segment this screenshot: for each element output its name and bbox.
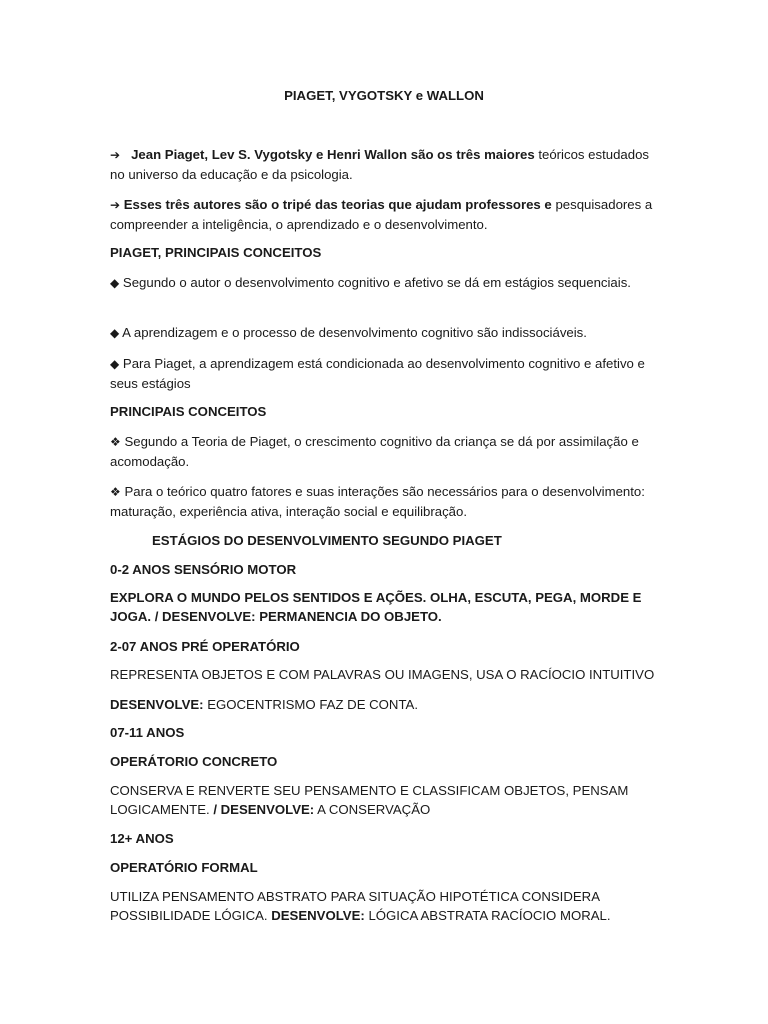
list-item-text: A aprendizagem e o processo de desenvolvimento cognitivo são indissociáveis. — [122, 325, 587, 340]
stage-1-label: 0-2 ANOS SENSÓRIO MOTOR — [110, 562, 297, 577]
intro-paragraph-2 — [110, 195, 658, 234]
list-item — [110, 482, 658, 521]
stage-3-text — [110, 781, 658, 819]
develops-text: A CONSERVAÇÃO — [314, 802, 431, 817]
arrow-bullet-icon: ➔ — [110, 148, 121, 162]
stage-1-text: EXPLORA O MUNDO PELOS SENTIDOS E AÇÕES. OLHA, ESCUTA, PEGA, MORDE E JOGA. / DESENVOLVE: PERMANENCIA DO OBJETO. — [110, 590, 642, 624]
list-item-text: Segundo a Teoria de Piaget, o crescimento cognitivo da criança se dá por assimilação e acomodação. — [110, 434, 639, 469]
stage-3-description: CONSERVA E RENVERTE SEU PENSAMENTO E CLASSIFICAM OBJETOS, PENSAM LOGICAMENTE. — [110, 783, 629, 817]
stage-2-label: 2-07 ANOS PRÉ OPERATÓRIO — [110, 639, 300, 654]
list-item-text: Para o teórico quatro fatores e suas interações são necessários para o desenvolvimento: maturação, experiência ativa, interação social e equilibração. — [110, 484, 645, 519]
intro-2-text: pesquisadores a compreender a inteligência, o aprendizado e o desenvolvimento. — [110, 197, 653, 232]
arrow-bullet-icon: ➔ — [110, 198, 121, 212]
diamond-bullet-icon: ◆ — [110, 276, 120, 290]
intro-2-bold: Esses três autores são o tripé das teorias que ajudam professores e — [123, 197, 552, 212]
develops-label: DESENVOLVE: — [267, 908, 365, 923]
develops-text: LÓGICA ABSTRATA RACÍOCIO MORAL. — [364, 908, 611, 923]
stage-3-label: OPERÁTORIO CONCRETO — [110, 754, 278, 769]
stage-4-text — [110, 887, 658, 925]
develops-label: / DESENVOLVE: — [209, 802, 315, 817]
stage-4-label: OPERATÓRIO FORMAL — [110, 860, 258, 875]
stages-heading: ESTÁGIOS DO DESENVOLVIMENTO SEGUNDO PIAGET — [152, 533, 502, 548]
section-heading-piaget: PIAGET, PRINCIPAIS CONCEITOS — [110, 245, 322, 260]
list-item — [110, 354, 658, 393]
diamond-bullet-icon: ◆ — [110, 357, 120, 371]
list-item — [110, 273, 658, 293]
intro-1-bold: Jean Piaget, Lev S. Vygotsky e Henri Wallon são os três maiores — [131, 147, 535, 162]
stage-2-text: REPRESENTA OBJETOS E COM PALAVRAS OU IMAGENS, USA O RACÍOCIO INTUITIVO — [110, 667, 655, 682]
intro-1-text: teóricos estudados no universo da educação e da psicologia. — [110, 147, 650, 182]
list-item-text: Segundo o autor o desenvolvimento cognitivo e afetivo se dá em estágios sequenciais. — [122, 275, 631, 290]
list-item — [110, 323, 658, 343]
stage-4-description: UTILIZA PENSAMENTO ABSTRATO PARA SITUAÇÃO HIPOTÉTICA CONSIDERA POSSIBILIDADE LÓGICA. — [110, 889, 600, 923]
develops-text: EGOCENTRISMO FAZ DE CONTA. — [203, 697, 418, 712]
intro-paragraph-1 — [110, 145, 658, 184]
four-diamond-bullet-icon: ❖ — [110, 485, 121, 499]
four-diamond-bullet-icon: ❖ — [110, 435, 121, 449]
develops-label: DESENVOLVE: — [110, 697, 204, 712]
list-item — [110, 432, 658, 471]
stage-3-age: 07-11 ANOS — [110, 725, 185, 740]
diamond-bullet-icon: ◆ — [110, 326, 120, 340]
document-title: PIAGET, VYGOTSKY e WALLON — [284, 88, 484, 103]
list-item-text: Para Piaget, a aprendizagem está condicionada ao desenvolvimento cognitivo e afetivo e seus estágios — [110, 356, 645, 391]
stage-2-develops — [110, 695, 658, 714]
stage-4-age: 12+ ANOS — [110, 831, 174, 846]
section-heading-principais: PRINCIPAIS CONCEITOS — [110, 404, 267, 419]
